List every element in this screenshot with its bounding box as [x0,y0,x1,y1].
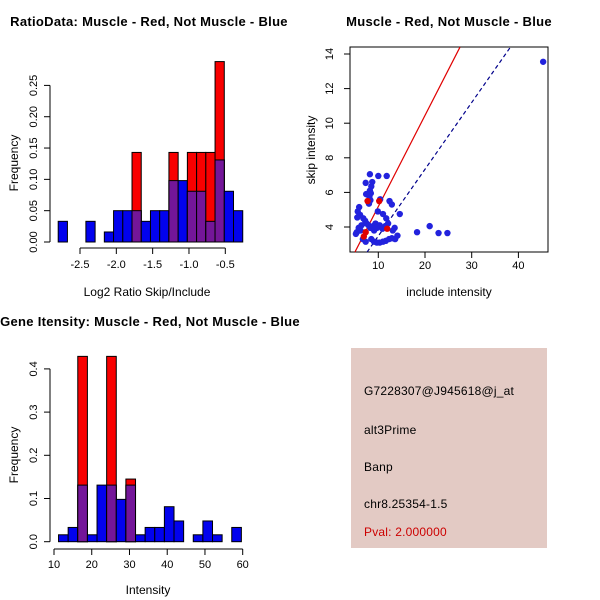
svg-text:10: 10 [324,117,336,130]
svg-text:30: 30 [123,559,136,571]
svg-text:8: 8 [324,154,336,161]
svg-text:20: 20 [418,260,432,272]
gene-hist-xlabel: Intensity [125,583,171,597]
gene-hist-ylabel: Frequency [7,426,21,484]
svg-text:0.05: 0.05 [28,199,40,222]
svg-text:12: 12 [324,82,336,95]
probe-id-text: G7228307@J945618@j_at [364,384,515,398]
ratio-hist-ylabel: Frequency [7,134,21,192]
gene-info-box [351,348,547,548]
scatter-title: Muscle - Red, Not Muscle - Blue [346,14,552,29]
svg-text:40: 40 [512,260,525,272]
svg-text:-2.0: -2.0 [106,259,126,271]
svg-text:4: 4 [324,223,336,231]
svg-text:-0.5: -0.5 [215,259,235,271]
svg-text:0.1: 0.1 [28,490,40,507]
svg-text:0.2: 0.2 [28,447,40,463]
gene_hist-bars [59,356,242,541]
svg-text:0.20: 0.20 [28,106,40,128]
svg-text:0.00: 0.00 [28,231,40,253]
locus-text: chr8.25354-1.5 [364,497,448,511]
svg-text:20: 20 [85,559,98,571]
svg-text:0.15: 0.15 [28,137,40,159]
svg-text:-2.5: -2.5 [70,259,90,271]
ratio-hist-xlabel: Log2 Ratio Skip/Include [83,285,211,299]
scatter-fit-lines [355,47,511,252]
pval-text: Pval: 2.000000 [364,525,447,539]
ratio_hist-bars [58,62,243,242]
svg-text:-1.5: -1.5 [143,259,163,271]
svg-text:6: 6 [324,189,336,196]
svg-text:0.3: 0.3 [28,404,40,420]
gene-hist-title: Gene Itensity: Muscle - Red, Not Muscle - Blue [0,314,300,329]
scatter-axes [324,47,548,272]
scatter-points [353,59,547,246]
svg-text:10: 10 [372,260,385,272]
scatter-xlabel: include intensity [406,285,492,299]
svg-text:0.4: 0.4 [28,361,40,377]
svg-text:0.0: 0.0 [28,534,40,550]
svg-text:30: 30 [465,260,478,272]
svg-text:-1.0: -1.0 [179,259,199,271]
scatter-ylabel: skip intensity [304,115,318,185]
svg-text:14: 14 [324,47,336,61]
svg-text:50: 50 [198,559,212,571]
svg-text:0.25: 0.25 [28,74,40,97]
svg-text:10: 10 [47,559,61,571]
ratio-hist-title: RatioData: Muscle - Red, Not Muscle - Blue [10,14,288,29]
svg-text:40: 40 [161,559,174,571]
svg-text:60: 60 [236,559,249,571]
splice-type-text: alt3Prime [364,423,417,437]
gene-symbol-text: Banp [364,460,393,474]
svg-text:0.10: 0.10 [28,168,40,191]
